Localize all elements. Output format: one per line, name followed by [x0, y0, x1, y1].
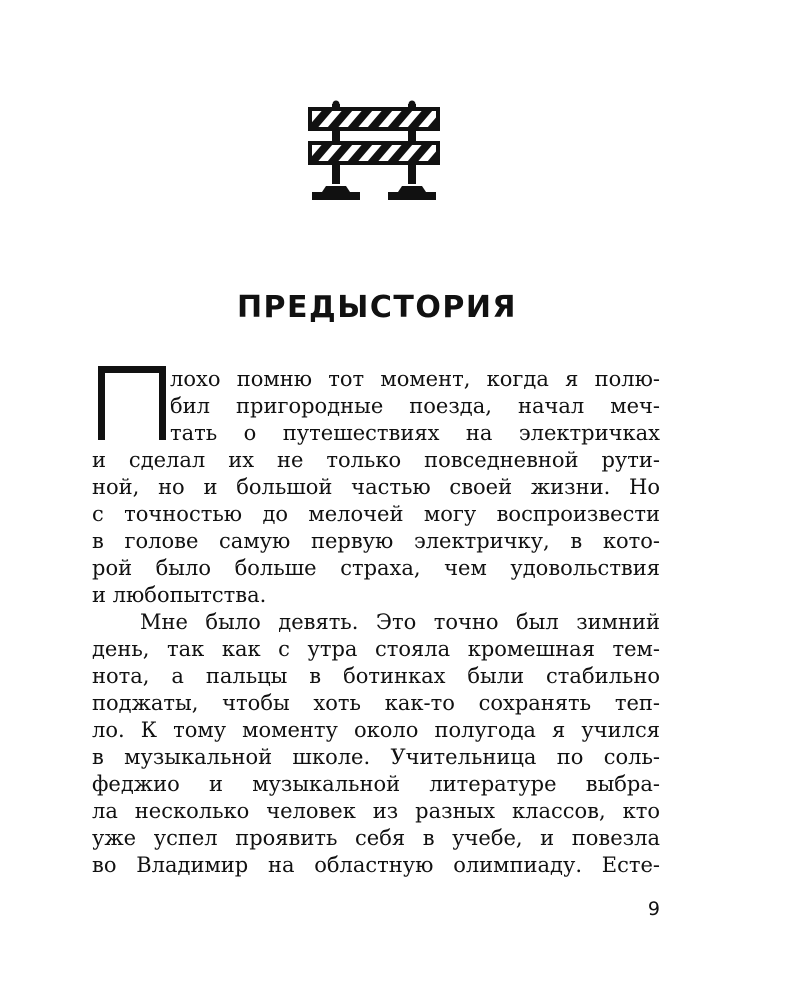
- text-line: с точностью до мелочей могу воспроизвести: [92, 502, 660, 526]
- text-line: тать о путешествиях на электричках: [170, 421, 660, 445]
- paragraph: [92, 366, 660, 609]
- text-line: и сделал их не только повседневной рути-: [92, 448, 660, 472]
- body-text: [92, 366, 660, 879]
- text-line: и любопытства.: [92, 583, 267, 607]
- text-line: нота, а пальцы в ботинках были стабильно: [92, 664, 660, 688]
- paragraph: [92, 609, 660, 879]
- text-line: бил пригородные поезда, начал меч-: [170, 394, 660, 418]
- chapter-title: ПРЕДЫСТОРИЯ: [236, 290, 518, 325]
- text-line: день, так как с утра стояла кромешная тем-: [92, 637, 660, 661]
- text-line: лохо помню тот момент, когда я полю-: [170, 367, 660, 391]
- text-line: Мне было девять. Это точно был зимний: [140, 610, 660, 634]
- text-line: ло. К тому моменту около полугода я учился: [92, 718, 660, 742]
- text-line: в музыкальной школе. Учительница по соль-: [92, 745, 660, 769]
- text-line: рой было больше страха, чем удовольствия: [92, 556, 660, 580]
- text-line: уже успел проявить себя в учебе, и повезла: [92, 826, 660, 850]
- text-line: во Владимир на областную олимпиаду. Есте-: [92, 853, 660, 877]
- text-line: феджио и музыкальной литературе выбра-: [92, 772, 660, 796]
- text-line: ла несколько человек из разных классов, кто: [92, 799, 660, 823]
- road-barrier-icon: [304, 100, 444, 205]
- text-line: ной, но и большой частью своей жизни. Но: [92, 475, 660, 499]
- text-line: в голове самую первую электричку, в кото-: [92, 529, 660, 553]
- text-line: поджаты, чтобы хоть как-то сохранять теп-: [92, 691, 660, 715]
- page-number: 9: [647, 898, 660, 920]
